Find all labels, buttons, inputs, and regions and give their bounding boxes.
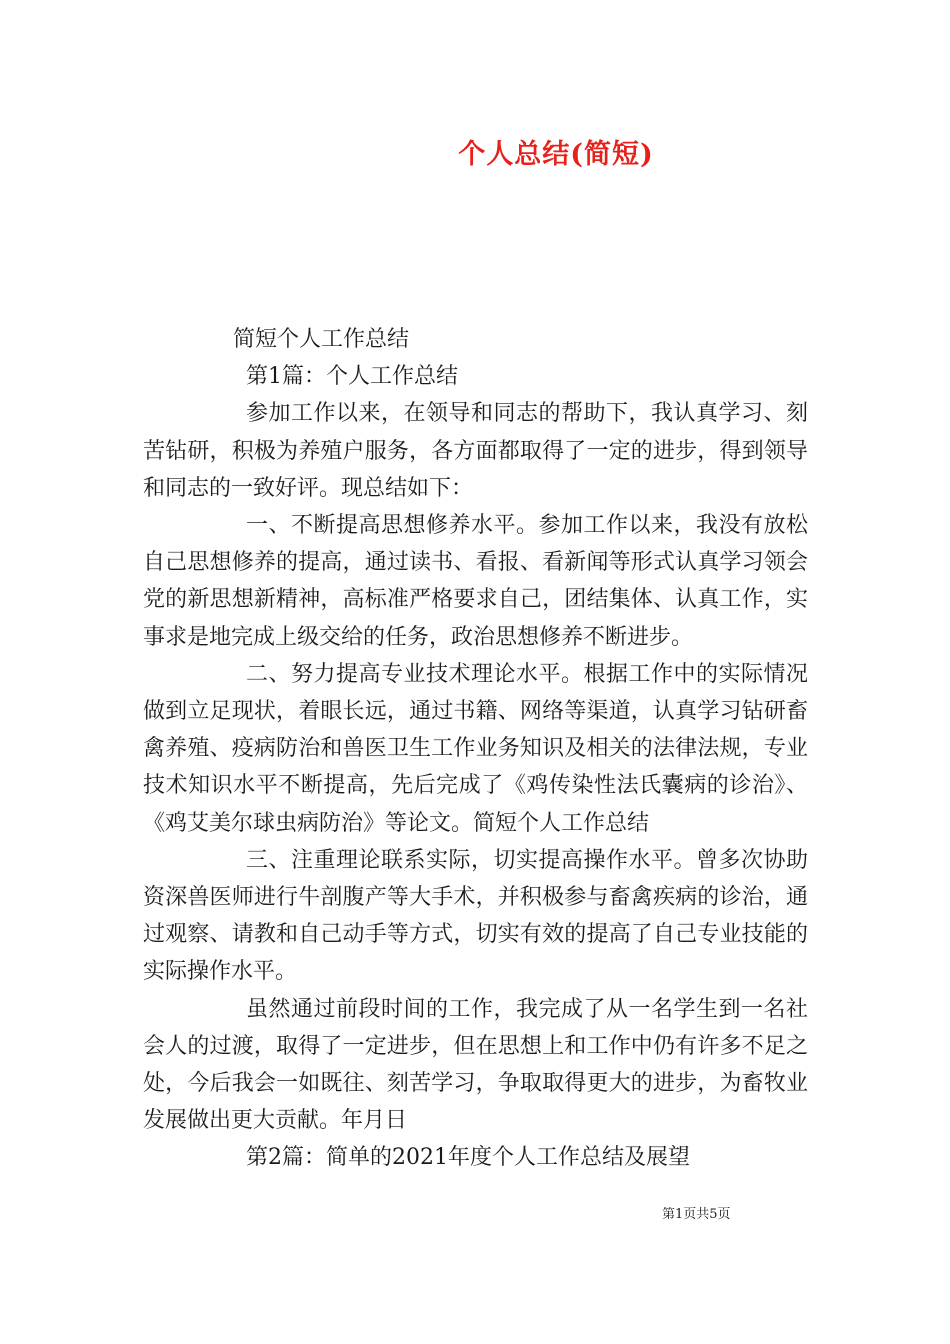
paragraph-conclusion: 虽然通过前段时间的工作，我完成了从一名学生到一名社会人的过渡，取得了一定进步，但在思想上和工作中仍有许多不足之处，今后我会一如既往、刻苦学习，争取取得更大的进步，为畜牧业发展做出更大贡献。年月日: [143, 996, 808, 1134]
document-subtitle: 简短个人工作总结: [233, 327, 410, 352]
section-1-heading: 第1篇：个人工作总结: [246, 364, 458, 390]
paragraph-intro: 参加工作以来，在领导和同志的帮助下，我认真学习、刻苦钻研，积极为养殖户服务，各方面都取得了一定的进步，得到领导和同志的一致好评。现总结如下：: [143, 401, 808, 501]
section-2-heading: 第2篇：简单的2021年度个人工作总结及展望: [246, 1145, 690, 1171]
paragraph-point-2: 二、努力提高专业技术理论水平。根据工作中的实际情况做到立足现状，着眼长远，通过书籍、网络等渠道，认真学习钻研畜禽养殖、疫病防治和兽医卫生工作业务知识及相关的法律法规，专业技术知识水平不断提高，先后完成了《鸡传染性法氏囊病的诊治》、《鸡艾美尔球虫病防治》等论文。简短个人工作总结: [143, 661, 808, 836]
page-title: 个人总结(简短): [458, 139, 654, 170]
page-number: 第1页共5页: [662, 1207, 731, 1222]
document-body: [143, 321, 808, 1177]
paragraph-point-3: 三、注重理论联系实际，切实提高操作水平。曾多次协助资深兽医师进行牛剖腹产等大手术，并积极参与畜禽疾病的诊治，通过观察、请教和自己动手等方式，切实有效的提高了自己专业技能的实际操作水平。: [143, 847, 808, 985]
paragraph-point-1: 一、不断提高思想修养水平。参加工作以来，我没有放松自己思想修养的提高，通过读书、看报、看新闻等形式认真学习领会党的新思想新精神，高标准严格要求自己，团结集体、认真工作，实事求是地完成上级交给的任务，政治思想修养不断进步。: [143, 513, 808, 650]
